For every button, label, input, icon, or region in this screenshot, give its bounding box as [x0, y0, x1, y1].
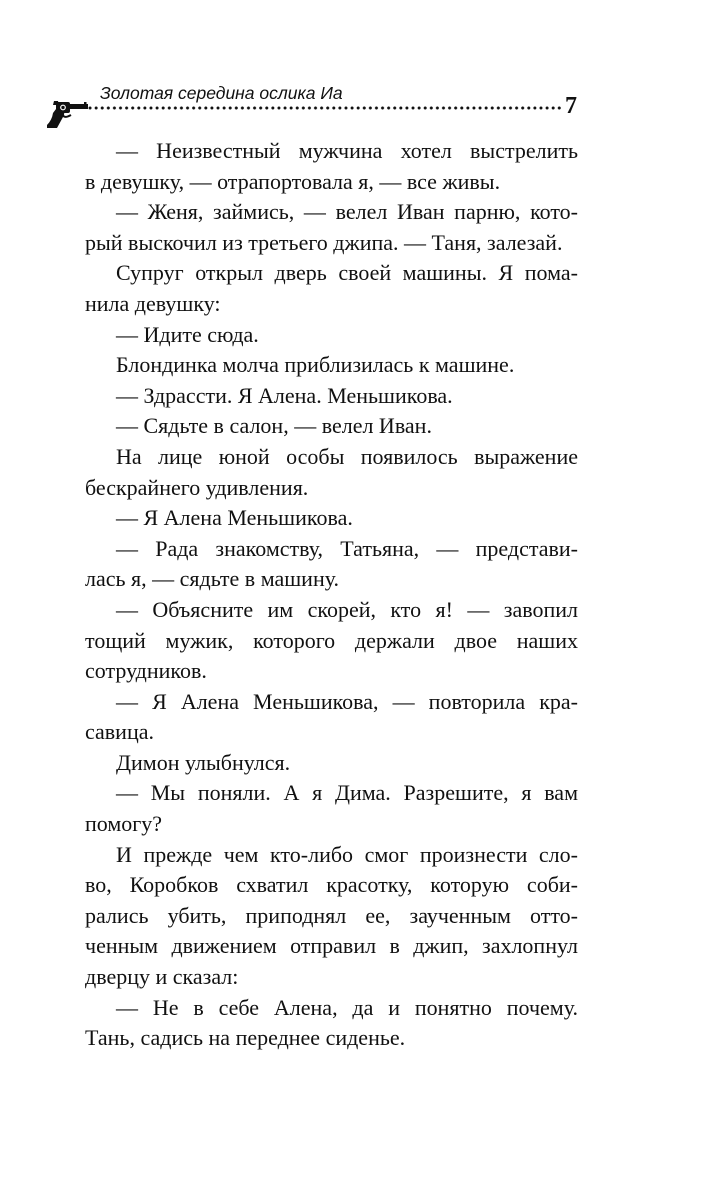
text-line: — Неизвестный мужчина хотел выстрелить — [116, 138, 578, 163]
paragraph — [85, 320, 578, 351]
paragraph — [85, 258, 578, 319]
dotted-rule — [87, 106, 562, 110]
paragraph — [85, 381, 578, 412]
paragraph — [85, 748, 578, 779]
text-line: — Женя, займись, — велел Иван парню, кото- — [116, 199, 578, 225]
paragraph — [85, 411, 578, 442]
text-line: савица. — [85, 719, 154, 745]
text-line: тощий мужик, которого держали двое наших — [85, 627, 578, 653]
text-line: — Я Алена Меньшикова. — [116, 505, 353, 531]
text-line: во, Коробков схватил красотку, которую соби- — [85, 872, 578, 898]
text-line: — Объясните им скорей, кто я! — завопил — [116, 596, 578, 622]
text-line: Блондинка молча приблизилась к машине. — [116, 352, 515, 378]
text-line: — Идите сюда. — [116, 321, 259, 347]
text-line: Супруг открыл дверь своей машины. Я пома- — [116, 260, 578, 286]
paragraph — [85, 993, 578, 1054]
paragraph — [85, 442, 578, 503]
body-text — [85, 136, 578, 1054]
paragraph — [85, 778, 578, 839]
paragraph — [85, 687, 578, 748]
text-line: Димон улыбнулся. — [116, 749, 291, 775]
revolver-icon — [44, 98, 94, 130]
text-line: лась я, — сядьте в машину. — [85, 566, 340, 592]
paragraph — [85, 350, 578, 381]
text-line: дверцу и сказал: — [85, 964, 239, 990]
text-line: ченным движением отправил в джип, захлопнул — [85, 933, 578, 959]
text-line: И прежде чем кто-либо смог произнести сло- — [116, 841, 578, 867]
text-line: помогу? — [85, 811, 163, 837]
page-number: 7 — [565, 93, 577, 119]
text-line: в девушку, — отрапортовала я, — все живы. — [85, 168, 501, 194]
paragraph — [85, 197, 578, 258]
book-title: Золотая середина ослика Иа — [100, 83, 343, 103]
text-line: — Сядьте в салон, — велел Иван. — [116, 413, 432, 439]
paragraph — [85, 595, 578, 687]
paragraph — [85, 534, 578, 595]
text-line: рый выскочил из третьего джипа. — Таня, залезай. — [85, 229, 563, 255]
paragraph — [85, 136, 578, 197]
text-line: — Мы поняли. А я Дима. Разрешите, я вам — [116, 780, 578, 806]
paragraph — [85, 503, 578, 534]
text-line: — Я Алена Меньшикова, — повторила кра- — [116, 688, 578, 714]
text-line: нила девушку: — [85, 290, 221, 316]
text-line: — Не в себе Алена, да и понятно почему. — [116, 994, 578, 1020]
text-line: — Рада знакомству, Татьяна, — представи- — [116, 535, 578, 561]
text-line: бескрайнего удивления. — [85, 474, 309, 500]
paragraph — [85, 840, 578, 993]
text-line: — Здрассти. Я Алена. Меньшикова. — [116, 382, 453, 408]
text-line: рались убить, приподнял ее, заученным отто- — [85, 902, 578, 928]
text-line: сотрудников. — [85, 658, 207, 684]
text-line: На лице юной особы появилось выражение — [116, 443, 578, 469]
text-line: Тань, садись на переднее сиденье. — [85, 1025, 406, 1051]
